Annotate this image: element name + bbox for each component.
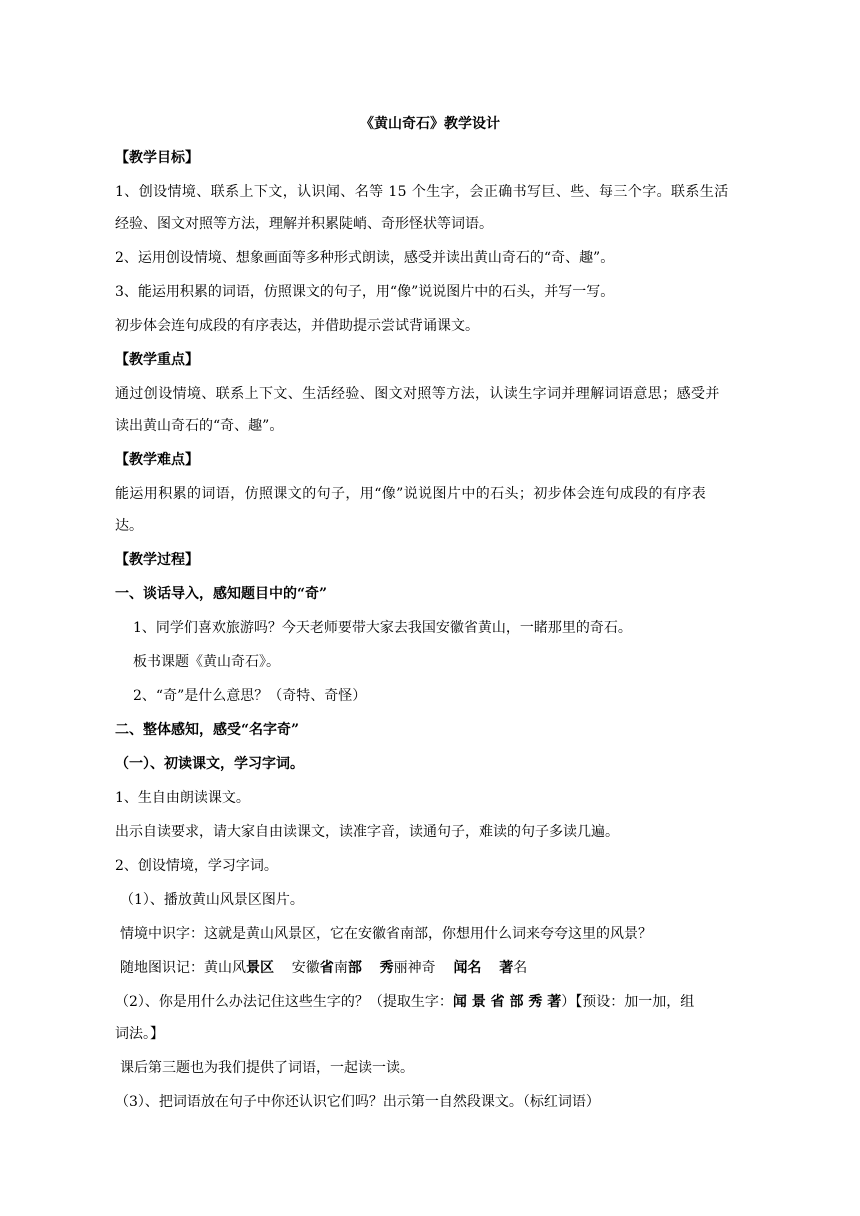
- goal-3-continued: 初步体会连句成段的有序表达，并借助提示尝试背诵课文。: [115, 318, 479, 334]
- document-title: 《黄山奇石》教学设计: [360, 116, 500, 132]
- section-2-subheading: （一）、初读课文，学习字词。: [115, 756, 304, 772]
- section-1-heading: 一、谈话导入，感知题目中的“奇”: [115, 586, 328, 602]
- step-1: 1、生自由朗读课文。: [115, 790, 250, 806]
- goals-heading: 【教学目标】: [115, 150, 199, 166]
- memory-prefix: 随地图识记：黄山风: [120, 960, 246, 976]
- memory-words-line: [120, 958, 760, 978]
- step-2-context: 情境中识字：这就是黄山风景区，它在安徽省南部，你想用什么词来夸夸这里的风景？: [120, 926, 652, 942]
- difficulties-heading: 【教学难点】: [115, 452, 199, 468]
- question-2-suffix: ）【预设：加一加，组: [561, 994, 695, 1010]
- difficulties-line-1: 能运用积累的词语，仿照课文的句子，用“像”说说图片中的石头；初步体会连句成段的有序表: [115, 486, 707, 502]
- difficulties-line-2: 达。: [115, 518, 143, 534]
- goal-2: 2、运用创设情境、想象画面等多种形式朗读，感受并读出黄山奇石的“奇、趣”。: [115, 250, 615, 266]
- step-2: 2、创设情境，学习字词。: [115, 858, 278, 874]
- question-2-continued: 词法。】: [115, 1026, 164, 1042]
- memory-gap: [481, 960, 499, 976]
- memory-gap: [436, 960, 454, 976]
- memory-word: 景区: [246, 960, 274, 976]
- section-1-paragraph-3: 2、“奇”是什么意思？（奇特、奇怪）: [133, 688, 367, 704]
- section-2-heading: 二、整体感知，感受“名字奇”: [115, 722, 300, 738]
- key-points-line-2: 读出黄山奇石的“奇、趣”。: [115, 418, 284, 434]
- step-2-1: （1）、播放黄山风景区图片。: [120, 892, 304, 908]
- step-1-description: 出示自读要求，请大家自由读课文，读准字音，读通句子，难读的句子多读几遍。: [115, 824, 619, 840]
- memory-word: 秀: [379, 960, 394, 976]
- goal-1-line-2: 经验、图文对照等方法，理解并积累陡峭、奇形怪状等词语。: [115, 216, 493, 232]
- key-points-heading: 【教学重点】: [115, 352, 199, 368]
- memory-text: 安徽: [274, 960, 320, 976]
- memory-gap: [362, 960, 380, 976]
- memory-word: 闻名: [453, 960, 482, 976]
- key-points-line-1: 通过创设情境、联系上下文、生活经验、图文对照等方法，认读生字词并理解词语意思；感受并: [115, 386, 720, 402]
- memory-word: 著: [499, 960, 514, 976]
- question-2-prefix: （2）、你是用什么办法记住这些生字的？（提取生字：: [115, 994, 453, 1010]
- goal-3: 3、能运用积累的词语，仿照课文的句子，用“像”说说图片中的石头，并写一写。: [115, 284, 615, 300]
- question-3: （3）、把词语放在句子中你还认识它们吗？出示第一自然段课文。（标红词语）: [115, 1094, 600, 1110]
- memory-text: 名: [513, 960, 528, 976]
- section-1-paragraph-2: 板书课题《黄山奇石》。: [133, 654, 280, 670]
- goal-1-line-1: 1、创设情境、联系上下文，认识闻、名等 15 个生字，会正确书写巨、些、每三个字。联系生活: [115, 184, 729, 200]
- section-1-paragraph-1: 1、同学们喜欢旅游吗？今天老师要带大家去我国安徽省黄山，一睹那里的奇石。: [133, 620, 632, 636]
- memory-word: 部: [347, 960, 362, 976]
- memory-word: 省: [319, 960, 334, 976]
- memory-text: 南: [333, 960, 348, 976]
- extracted-characters: 闻 景 省 部 秀 著: [452, 994, 562, 1010]
- memory-text: 丽神奇: [393, 960, 436, 976]
- question-2-line: [115, 992, 755, 1012]
- after-class-note: 课后第三题也为我们提供了词语，一起读一读。: [120, 1060, 414, 1076]
- process-heading: 【教学过程】: [115, 552, 199, 568]
